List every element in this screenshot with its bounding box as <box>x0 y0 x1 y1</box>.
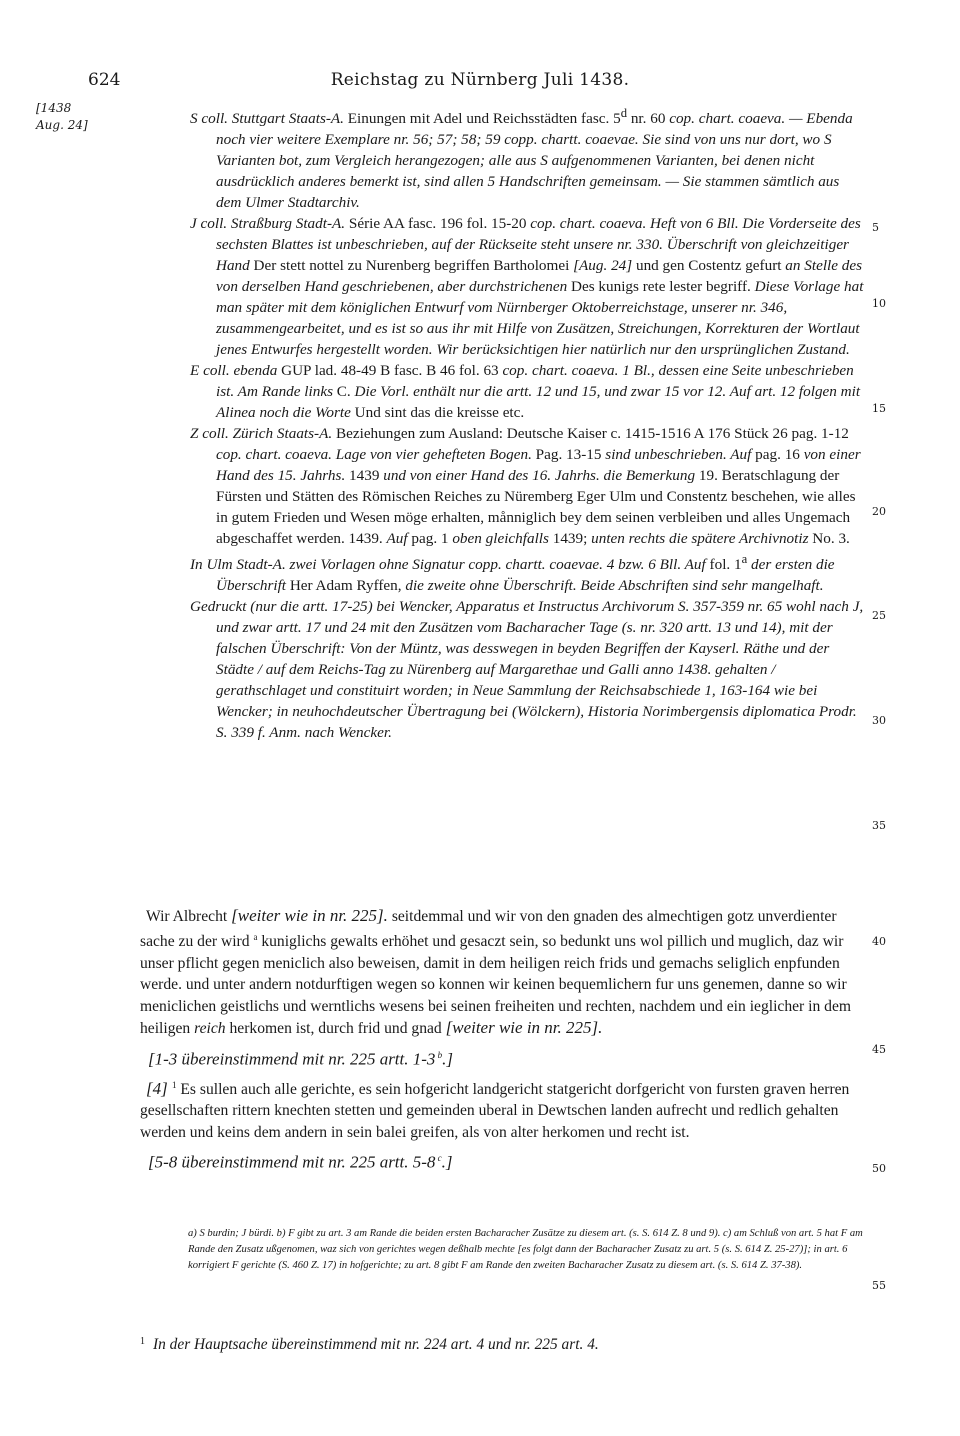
line-number: 20 <box>872 505 886 518</box>
line-number: 55 <box>872 1279 886 1292</box>
line-number: 15 <box>872 402 886 415</box>
line-number: 45 <box>872 1043 886 1056</box>
page-number: 624 <box>88 70 121 90</box>
line-number: 25 <box>872 609 886 622</box>
footnote <box>140 1336 840 1354</box>
running-title: Reichstag zu Nürnberg Juli 1438. <box>330 70 630 90</box>
apparatus-notes: a) S burdin; J bürdi. b) F gibt zu art. 3 am Rande die beiden ersten Bacharacher Zusätze zu diesem art. (s. S. 614 Z. 8 und 9). c) am Schluß von art. 5 hat F am Rande den Zusatz ußgenomen, waz sich von gerichtes wegen deßhalb mechte [es folgt dann der Bacharacher Zusatz zu art. 5 (s. S. 614 Z. 25-27)]; in art. 6 korrigiert F gerichte (S. 460 Z. 17) in hofgerichte; zu art. 8 gibt F am Rande den zweiten Bacharacher Zusatz zu diesem art. (s. S. 614 Z. 37-38). <box>188 1228 863 1271</box>
source-entry-e: E coll. ebenda GUP lad. 48-49 B fasc. B 46 fol. 63 cop. chart. coaeva. 1 Bl., dessen eine Seite unbeschrieben ist. Am Rande links C. Die Vorl. enthält nur die artt. 12 und 15, und zwar 15 vor 12. Auf art. 12 folgen mit Alinea noch die Worte Und sint das die kreisse etc. <box>190 362 861 422</box>
line-number: 40 <box>872 935 886 948</box>
margin-date-day: Aug. 24] <box>36 118 88 132</box>
editorial-insertion: [5-8 übereinstimmend mit nr. 225 artt. 5-8 $^c$.] <box>148 1152 453 1172</box>
article-4-paragraph: [4] $^1$ Es sullen auch alle gerichte, es sein hofgericht landgericht statgericht dorfgericht von fursten graven herren gesellschaften rittern knechten stetten und gemeinden uberal in Dewtschen landen aufrecht und redlich gehalten werden und keins dem andern in sein balei greifen, als von alter herkomen und recht ist. <box>140 1078 850 1141</box>
line-number: 35 <box>872 819 886 832</box>
preamble-paragraph: Wir Albrecht [weiter wie in nr. 225]. seitdemmal und wir von den gnaden des almechtigen gotz unverdienter sache zu der wird $^a$ kuniglichs gewalts erhöhet und gesaczt sein, so bedunkt uns wol pillich und muglich, daz wir unser pflicht gegen meniclich also beweisen, damit in dem heiligen reich frids und gemachs seliglich enpfunden werde. und unter andern notdurftigen wegen so konnen wir keinen bequemlichern fur uns genemen, danne so wir meniclichen geistlichs und werntlichs wesens bei seinen freiheiten und rechten, nachdem und ein ieglicher in dem heiligen reich herkomen ist, durch frid und gnad [weiter wie in nr. 225]. <box>140 906 852 1038</box>
source-entry-ulm: In Ulm Stadt-A. zwei Vorlagen ohne Signatur copp. chartt. coaevae. 4 bzw. 6 Bll. Auf fol. 1$^a$ der ersten die Überschrift Her Adam Ryffen, die zweite ohne Überschrift. Beide Abschriften sind sehr mangelhaft. <box>190 552 835 595</box>
line-number: 5 <box>872 221 879 234</box>
line-number: 30 <box>872 714 886 727</box>
footnote-text: In der Hauptsache übereinstimmend mit nr. 224 art. 4 und nr. 225 art. 4. <box>153 1336 599 1353</box>
source-entry-j: J coll. Straßburg Stadt-A. Série AA fasc. 196 fol. 15-20 cop. chart. coaeva. Heft von 6 Bll. Die Vorderseite des sechsten Blattes ist unbeschrieben, auf der Rückseite steht unsere nr. 330. Überschrift von gleichzeitiger Hand Der stett nottel zu Nurenberg begriffen Bartholomei [Aug. 24] und gen Costentz gefurt an Stelle des von derselben Hand geschriebenen, aber durchstrichenen Des kunigs rete lester begriff. Diese Vorlage hat man später mit dem königlichen Entwurf vom Nürnberger Oktoberreichstage, unserer nr. 346, zusammengearbeitet, und es ist so aus ihr mit Hilfe von Zusätzen, Streichungen, Korrekturen der Wortlaut jenes Entwurfes hergestellt worden. Wir berücksichtigen hier natürlich nur den ursprünglichen Zustand. <box>190 215 864 359</box>
source-description <box>190 103 864 743</box>
print-reference: Gedruckt (nur die artt. 17-25) bei Wencker, Apparatus et Instructus Archivorum S. 357-359 nr. 65 wohl nach J, und zwar artt. 17 und 24 mit den Zusätzen vom Bacharacher Tage (s. nr. 320 artt. 13 und 14), mit der falschen Überschrift: Von der Müntz, was desswegen in beyden Begriffen der Kayserl. Räthe und der Städte / auf dem Reichs-Tag zu Nürenberg auf Margarethae und Galli anno 1438. gehalten / gerathschlaget und constituirt worden; in Neue Sammlung der Reichsabschiede 1, 163-164 wie bei Wencker; in neuhochdeutscher Übertragung bei (Wölckern), Historia Norimbergensis diplomatica Prodr. S. 339 f. Anm. nach Wencker. <box>190 598 864 742</box>
margin-date-note <box>36 100 88 134</box>
margin-date-year: [1438 <box>36 101 72 115</box>
critical-apparatus <box>188 1226 864 1274</box>
source-entry-z: Z coll. Zürich Staats-A. Beziehungen zum Ausland: Deutsche Kaiser c. 1415-1516 A 176 Stück 26 pag. 1-12 cop. chart. coaeva. Lage von vier gehefteten Bogen. Pag. 13-15 sind unbeschrieben. Auf pag. 16 von einer Hand des 15. Jahrhs. 1439 und von einer Hand des 16. Jahrhs. die Bemerkung 19. Beratschlagung der Fürsten und Stätten des Römischen Reiches zu Nüremberg Eger Ulm und Constentz beschehen, wie alles in gutem Frieden und Wesen möge erhalten, månniglich bey dem seinen verbleiben und alles Ungemach abgeschaffet werden. 1439. Auf pag. 1 oben gleichfalls 1439; unten rechts die spätere Archivnotiz No. 3. <box>190 425 861 548</box>
line-number: 50 <box>872 1162 886 1175</box>
editorial-insertion: [1-3 übereinstimmend mit nr. 225 artt. 1-3 $^b$.] <box>148 1049 454 1069</box>
line-number: 10 <box>872 297 886 310</box>
source-entry-s: S coll. Stuttgart Staats-A. Einungen mit Adel und Reichsstädten fasc. 5$^d$ nr. 60 cop. chart. coaeva. — Ebenda noch vier weitere Exemplare nr. 56; 57; 58; 59 copp. chartt. coaevae. Sie sind von uns nur dort, wo S Varianten bot, zum Vergleich herangezogen; alle aus S aufgenommenen Varianten, bei denen nicht ausdrücklich anderes bemerkt ist, sind allen 5 Handschriften gemeinsam. — Sie stammen sämtlich aus dem Ulmer Stadtarchiv. <box>190 106 853 212</box>
footnote-number: 1 <box>140 1336 145 1347</box>
main-text <box>140 905 868 1178</box>
